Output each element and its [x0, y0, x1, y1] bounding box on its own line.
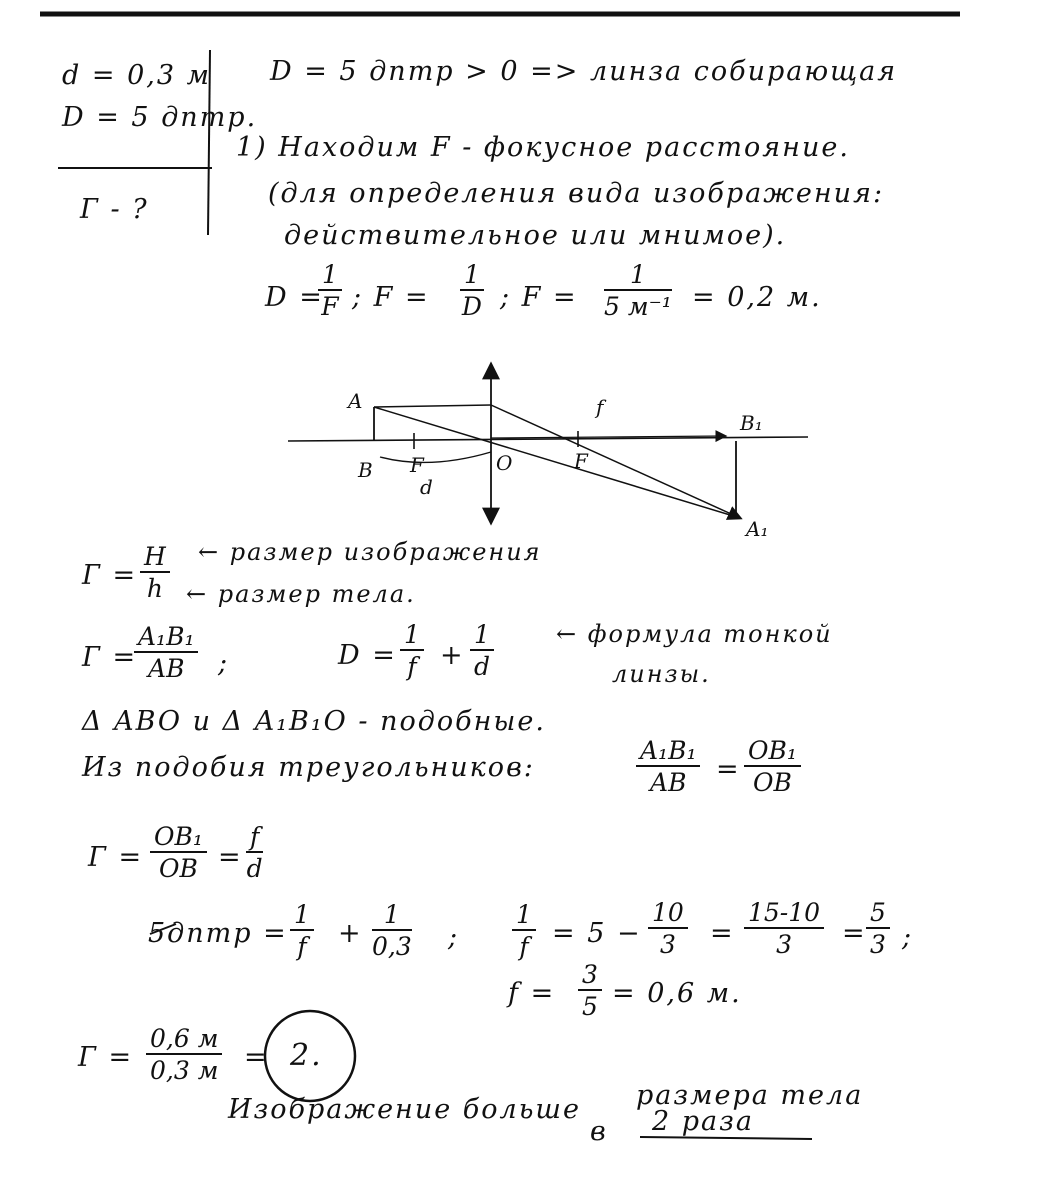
formula-F: ; F = [352, 282, 430, 313]
fraction-H-over-h: $\frac{H}{h}$ [140, 544, 170, 601]
fraction-3-over-5: $\frac{3}{5}$ [578, 962, 602, 1019]
given-find: Г - ? [80, 194, 149, 225]
fraction-1-over-F: $\frac{1}{F}$ [318, 262, 342, 319]
label-F-right: F [574, 449, 588, 473]
note-thin-lens: ← формула тонкой [556, 620, 833, 648]
similarity-equals: = [716, 754, 741, 785]
label-B1: B₁ [740, 411, 763, 435]
formula-F-value: ; F = [500, 282, 578, 313]
fraction-1-over-03: $\frac{1}{0,3}$ [372, 900, 412, 961]
gamma-ratio-semicolon: ; [218, 648, 230, 679]
fraction-10-over-3: $\frac{10}{3}$ [648, 900, 688, 957]
fraction-06-over-03: 0,6 м 0,3 м [146, 1026, 222, 1083]
d-brace [380, 452, 491, 462]
similar-triangles: Δ ABO и Δ A₁B₁O - подобные. [82, 706, 546, 737]
purpose-line: (для определения вида изображения: [268, 178, 885, 209]
from-similarity: Из подобия треугольников: [82, 752, 535, 783]
fraction-1-over-5: 1 5 м⁻¹ [604, 260, 672, 321]
fraction-15-10-over-3: $\frac{15-10}{3}$ [744, 900, 824, 957]
conclusion-part1: Изображение больше [228, 1094, 581, 1125]
lens-formula-plus: + [440, 640, 465, 671]
image-kind-line: действительное или мнимое). [284, 220, 787, 251]
fraction-OB1-over-OB: $\frac{\text{OB₁}}{OB}$ [150, 824, 207, 881]
label-A: A [348, 389, 363, 413]
lens-type-line: D = 5 дптр > 0 => линза собирающая [270, 56, 898, 87]
ray-through-focus [491, 405, 740, 518]
label-O: O [496, 451, 513, 475]
answer-value: 2. [290, 1038, 323, 1073]
gamma-def: Г = [82, 560, 138, 591]
label-F-left: F [410, 453, 424, 477]
formula-D: D = [265, 282, 324, 313]
calc-eq3: = [842, 918, 867, 949]
fraction-calc2-1-over-f: $\frac{1}{f}$ [512, 902, 536, 959]
conclusion-part3: в [590, 1116, 608, 1147]
note-thin-lens-2: линзы. [612, 660, 711, 688]
note-object-size: ← размер тела. [186, 580, 416, 608]
label-B: B [358, 458, 373, 482]
f-result-left: f = [508, 978, 556, 1009]
gamma3-equals: = [218, 842, 243, 873]
calc-plus: + [338, 918, 363, 949]
calc-left: 5дптр = [148, 918, 288, 949]
fraction-1-over-d: $\frac{1}{d}$ [470, 622, 494, 679]
step1-line: 1) Находим F - фокусное расстояние. [236, 132, 850, 163]
gamma-f-over-d: Г = [88, 842, 144, 873]
conclusion-part4: 2 раза [652, 1106, 754, 1137]
f-result-value: = 0,6 м. [612, 978, 742, 1009]
fraction-5-over-3: $\frac{5}{3}$ [866, 900, 890, 957]
fraction-A1B1-over-AB: $\frac{\text{A₁B₁}}{AB}$ [134, 624, 198, 681]
fraction-f-over-d: $\frac{f}{d}$ [246, 822, 263, 883]
fraction-1-over-D: $\frac{1}{D}$ [461, 260, 482, 321]
label-f: f [596, 395, 604, 419]
fraction-calc-1-over-f: $\frac{1}{f}$ [290, 902, 314, 959]
ray-parallel [374, 405, 491, 407]
given-D: D = 5 дптр. [62, 102, 258, 133]
fraction-sim-left: $\frac{\text{A₁B₁}}{AB}$ [636, 738, 700, 795]
note-image-size: ← размер изображения [198, 538, 542, 566]
label-A1: A₁ [746, 517, 769, 541]
calc-end: ; [902, 922, 914, 953]
fraction-1-over-f: $\frac{1}{f}$ [400, 622, 424, 679]
conclusion-part2: размера тела [636, 1080, 864, 1111]
calc-semicolon: ; [448, 922, 460, 953]
lens-formula-D: D = [338, 640, 397, 671]
focal-result: = 0,2 м. [692, 282, 822, 313]
fraction-sim-right: $\frac{\text{OB₁}}{OB}$ [744, 738, 801, 795]
calc-eq-five-minus: = 5 − [552, 918, 642, 949]
given-d: d = 0,3 м [62, 60, 211, 91]
label-d: d [420, 475, 433, 499]
gamma-ratio: Г = [82, 642, 138, 673]
gamma-final: Г = [78, 1042, 134, 1073]
gamma-final-equals: = [244, 1042, 269, 1073]
calc-eq2: = [710, 918, 735, 949]
